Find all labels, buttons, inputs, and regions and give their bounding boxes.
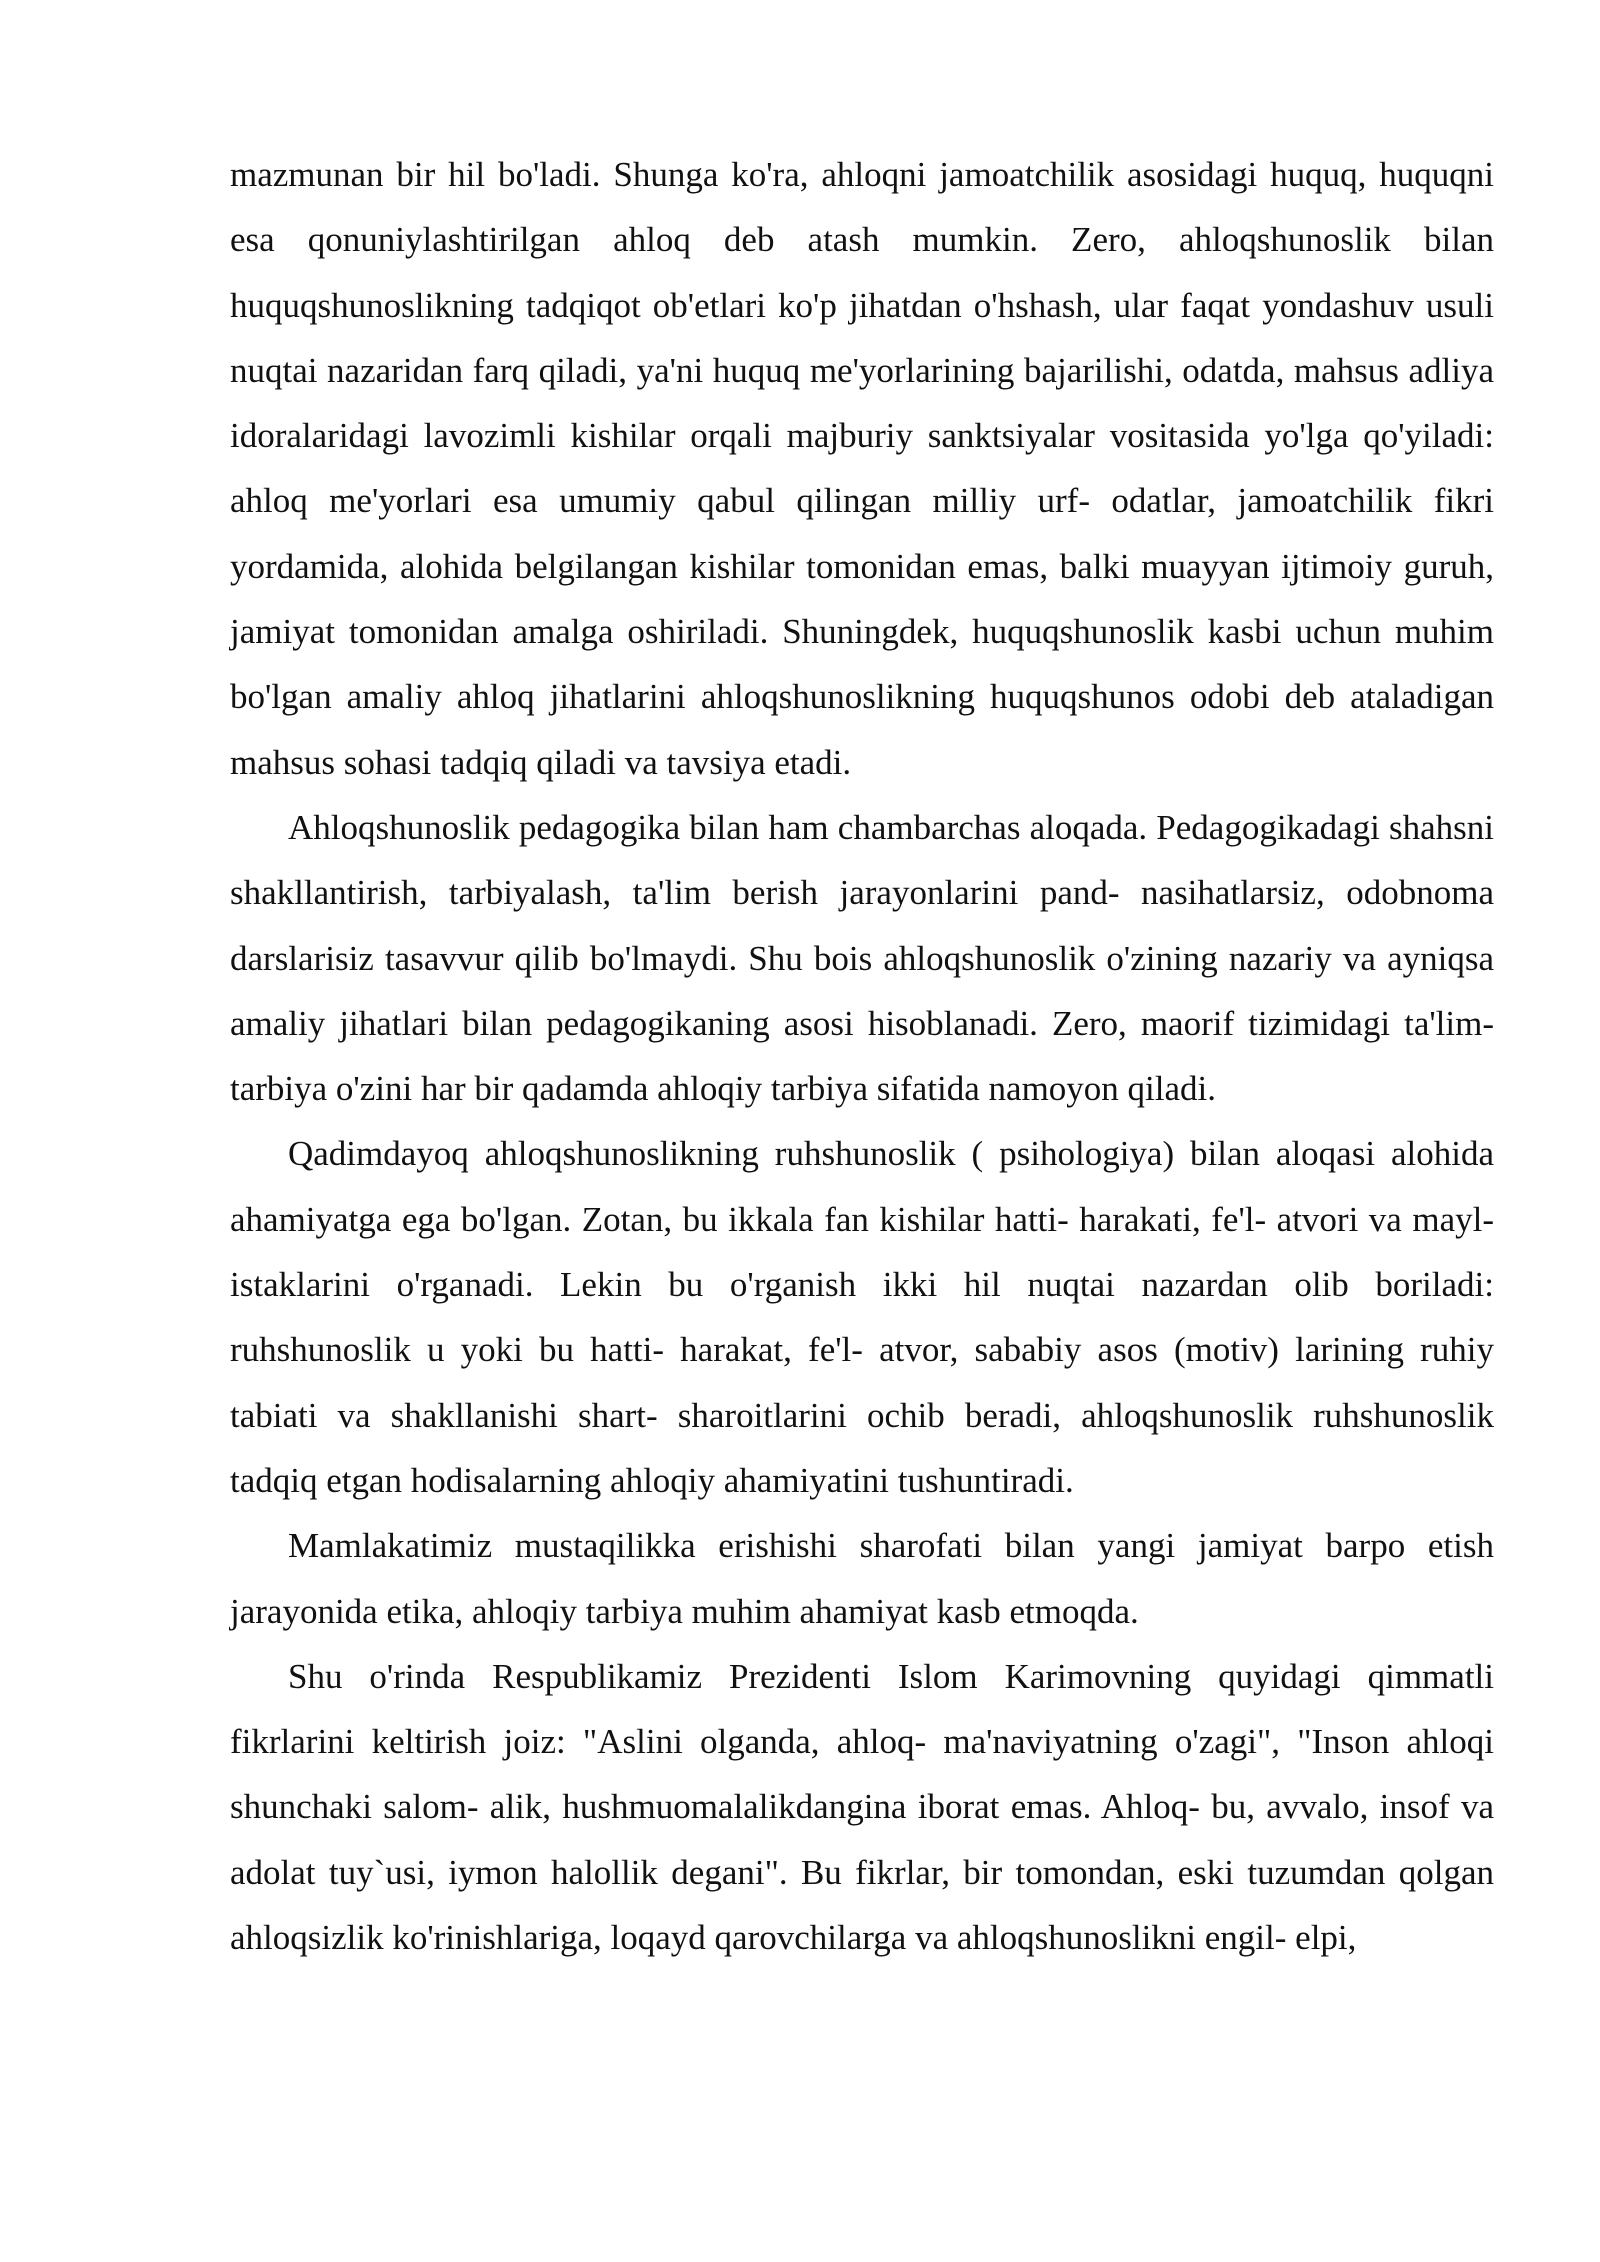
document-page	[230, 142, 1494, 1970]
paragraph-1: mazmunan bir hil bo'ladi. Shunga ko'ra, ahloqni jamoatchilik asosidagi huquq, huquqni esa qonuniylashtirilgan ahloq deb atash mumkin. Zero, ahloqshunoslik bilan huquqshunoslikning tadqiqot ob'etlari ko'p jihatdan o'hshash, ular faqat yondashuv usuli nuqtai nazaridan farq qiladi, ya'ni huquq me'yorlarining bajarilishi, odatda, mahsus adliya idoralaridagi lavozimli kishilar orqali majburiy sanktsiyalar vositasida yo'lga qo'yiladi: ahloq me'yorlari esa umumiy qabul qilingan milliy urf- odatlar, jamoatchilik fikri yordamida, alohida belgilangan kishilar tomonidan emas, balki muayyan ijtimoiy guruh, jamiyat tomonidan amalga oshiriladi. Shuningdek, huquqshunoslik kasbi uchun muhim bo'lgan amaliy ahloq jihatlarini ahloqshunoslikning huquqshunos odobi deb ataladigan mahsus sohasi tadqiq qiladi va tavsiya etadi.	[230, 155, 1494, 782]
paragraph-4: Mamlakatimiz mustaqilikka erishishi sharofati bilan yangi jamiyat barpo etish jarayonida etika, ahloqiy tarbiya muhim ahamiyat kasb etmoqda.	[230, 1526, 1494, 1631]
paragraph-3: Qadimdayoq ahloqshunoslikning ruhshunoslik ( psihologiya) bilan aloqasi alohida ahamiyatga ega bo'lgan. Zotan, bu ikkala fan kishilar hatti- harakati, fe'l- atvori va mayl- istaklarini o'rganadi. Lekin bu o'rganish ikki hil nuqtai nazardan olib boriladi: ruhshunoslik u yoki bu hatti- harakat, fe'l- atvor, sababiy asos (motiv) larining ruhiy tabiati va shakllanishi shart- sharoitlarini ochib beradi, ahloqshunoslik ruhshunoslik tadqiq etgan hodisalarning ahloqiy ahamiyatini tushuntiradi.	[230, 1134, 1494, 1500]
paragraph-2: Ahloqshunoslik pedagogika bilan ham chambarchas aloqada. Pedagogikadagi shahsni shakllantirish, tarbiyalash, ta'lim berish jarayonlarini pand- nasihatlarsiz, odobnoma darslarisiz tasavvur qilib bo'lmaydi. Shu bois ahloqshunoslik o'zining nazariy va ayniqsa amaliy jihatlari bilan pedagogikaning asosi hisoblanadi. Zero, maorif tizimidagi ta'lim- tarbiya o'zini har bir qadamda ahloqiy tarbiya sifatida namoyon qiladi.	[230, 807, 1494, 1109]
paragraph-5: Shu o'rinda Respublikamiz Prezidenti Islom Karimovning quyidagi qimmatli fikrlarini keltirish joiz: "Aslini olganda, ahloq- ma'naviyatning o'zagi", "Inson ahloqi shunchaki salom- alik, hushmuomalalikdangina iborat emas. Ahloq- bu, avvalo, insof va adolat tuy`usi, iymon halollik degani". Bu fikrlar, bir tomondan, eski tuzumdan qolgan ahloqsizlik ko'rinishlariga, loqayd qarovchilarga va ahloqshunoslikni engil- elpi,	[230, 1656, 1494, 1958]
